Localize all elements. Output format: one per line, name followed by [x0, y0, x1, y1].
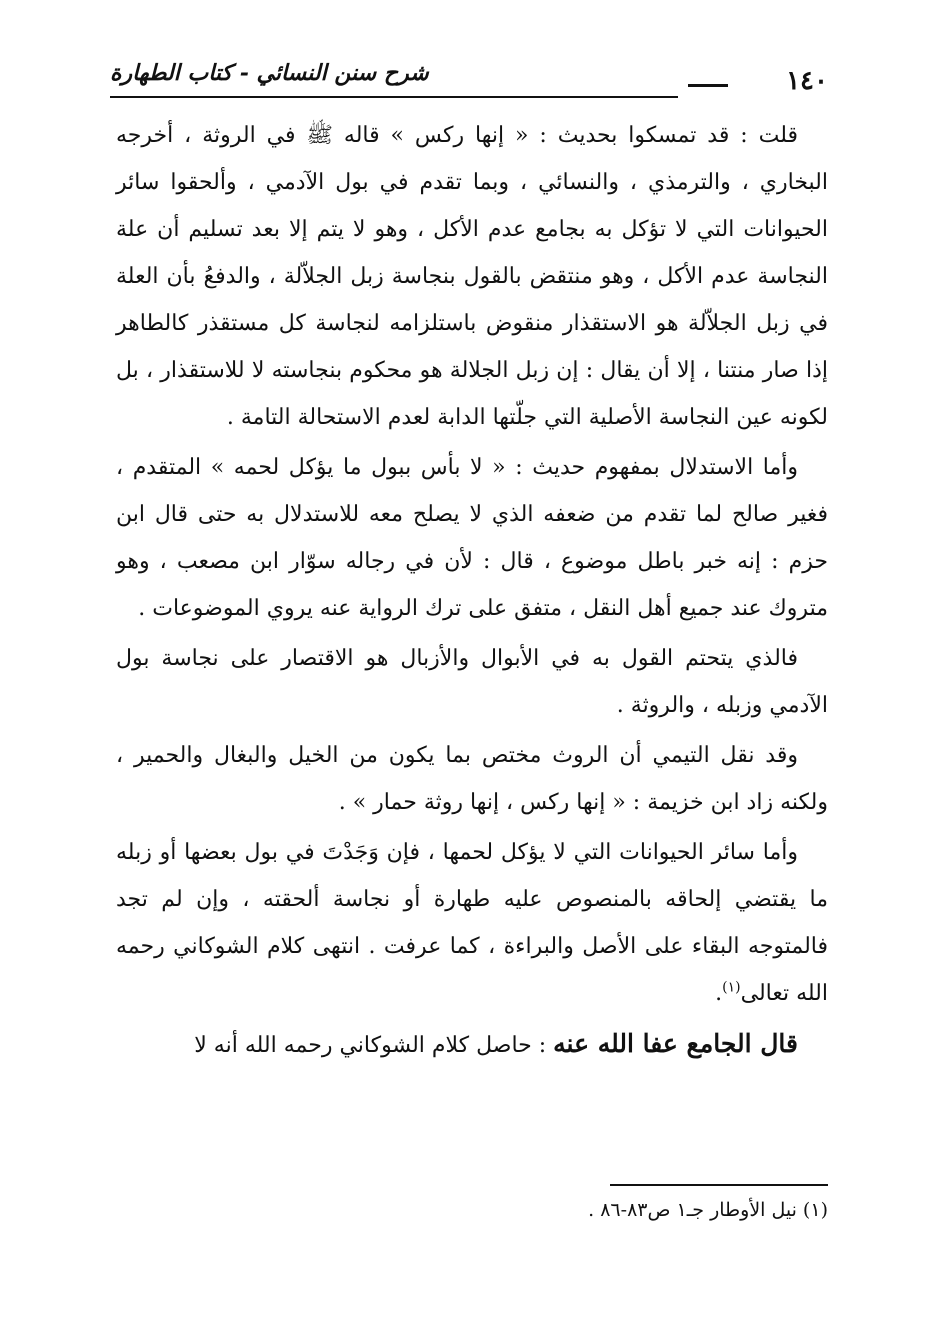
paragraph-5-text: وأما سائر الحيوانات التي لا يؤكل لحمها ، فإن وَجَدْتَ في بول بعضها أو زبله ما يقتضي إلحاقه بالمنصوص عليه طهارة أو نجاسة ألحقته ، وإن لم تجد فالمتوجه البقاء على الأصل والبراءة ، كما عرفت . انتهى كلام الشوكاني رحمه الله تعالى: [116, 840, 828, 1006]
paragraph-6: [116, 1020, 828, 1069]
page-number: ١٤٠: [786, 66, 828, 96]
paragraph-1: قلت : قد تمسكوا بحديث : « إنها ركس » قاله ﷺ في الروثة ، أخرجه البخاري ، والترمذي ، والنسائي ، وبما تقدم في بول الآدمي ، وألحقوا سائر الحيوانات التي لا تؤكل به بجامع عدم الأكل ، وهو لا يتم إلا بعد تسليم أن علة النجاسة عدم الأكل ، وهو منتقض بالقول بنجاسة زبل الجلاّلة ، والدفعُ بأن العلة في زبل الجلاّلة هو الاستقذار منقوض باستلزامه لنجاسة كل مستقذر كالطاهر إذا صار منتنا ، إلا أن يقال : إن زبل الجلالة هو محكوم بنجاسته لا للاستقذار ، بل لكونه عين النجاسة الأصلية التي جلّتها الدابة لعدم الاستحالة التامة .: [116, 123, 828, 430]
footnote: (١) نيل الأوطار جـ١ ص٨٣-٨٦ .: [588, 1199, 828, 1221]
header-rule: [110, 96, 678, 98]
compiler-heading: قال الجامع عفا الله عنه: [553, 1029, 798, 1058]
paragraph-6-text: : حاصل كلام الشوكاني رحمه الله أنه لا: [194, 1033, 554, 1058]
header-dash: [688, 84, 728, 87]
paragraph-2: وأما الاستدلال بمفهوم حديث : « لا بأس ببول ما يؤكل لحمه » المتقدم ، فغير صالح لما تقدم من ضعفه الذي لا يصلح معه للاستدلال به حتى قال ابن حزم : إنه خبر باطل موضوع ، قال : لأن في رجاله سوّار ابن مصعب ، وهو متروك عند جميع أهل النقل ، متفق على ترك الرواية عنه يروي الموضوعات .: [116, 455, 828, 621]
running-title: شرح سنن النسائي - كتاب الطهارة: [110, 60, 429, 86]
paragraph-5: وأما سائر الحيوانات التي لا يؤكل لحمها ، فإن وَجَدْتَ في بول بعضها أو زبله ما يقتضي إلحاقه بالمنصوص عليه طهارة أو نجاسة ألحقته ، وإن لم تجد فالمتوجه البقاء على الأصل والبراءة ، كما عرفت . انتهى كلام الشوكاني رحمه الله تعالى$^{(١)}$.: [116, 840, 828, 1006]
body-text: [116, 112, 828, 1072]
footnote-separator: [610, 1184, 828, 1186]
running-header: [110, 60, 828, 100]
paragraph-3: فالذي يتحتم القول به في الأبوال والأزبال هو الاقتصار على نجاسة بول الآدمي وزبله ، والروثة .: [116, 646, 828, 718]
paragraph-4: وقد نقل التيمي أن الروث مختص بما يكون من الخيل والبغال والحمير ، ولكنه زاد ابن خزيمة : « إنها ركس ، إنها روثة حمار » .: [116, 743, 828, 815]
footnote-reference: (١): [722, 979, 741, 996]
